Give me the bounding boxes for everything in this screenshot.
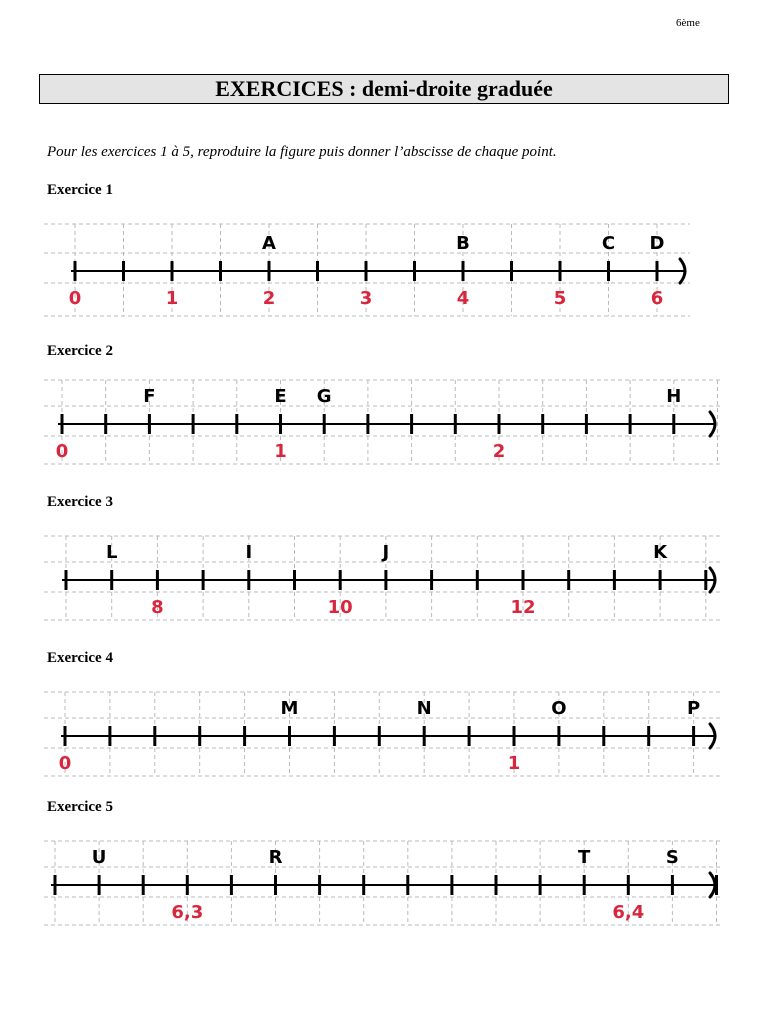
point-label: I — [245, 542, 253, 563]
point-label: M — [280, 698, 299, 719]
graduation-label: 10 — [327, 597, 353, 618]
exercise-3-number-line — [0, 532, 768, 628]
grid — [44, 692, 720, 776]
point-label: S — [665, 847, 679, 868]
graduation-label: 1 — [274, 441, 287, 462]
graduation-label: 6,4 — [612, 902, 645, 923]
point-label: U — [91, 847, 107, 868]
graduation-label: 8 — [151, 597, 164, 618]
point-label: C — [601, 233, 616, 254]
exercise-1-number-line — [0, 220, 768, 324]
graduation-label: 2 — [492, 441, 506, 462]
exercise-4-label: Exercice 4 — [47, 650, 113, 666]
instructions: Pour les exercices 1 à 5, reproduire la figure puis donner l’abscisse de chaque point. — [47, 144, 557, 160]
point-label: K — [653, 542, 668, 563]
graduation-label: 1 — [165, 288, 179, 309]
point-label: D — [649, 233, 665, 254]
graduation-label: 6,3 — [171, 902, 204, 923]
class-level: 6ème — [676, 17, 700, 29]
point-label: G — [316, 386, 332, 407]
exercise-5-label: Exercice 5 — [47, 799, 113, 815]
graduation-label: 12 — [510, 597, 536, 618]
graduation-label: 6 — [650, 288, 664, 309]
exercise-3-label: Exercice 3 — [47, 494, 113, 510]
graduation-label: 2 — [262, 288, 276, 309]
page-title: EXERCICES : demi-droite graduée — [215, 76, 553, 101]
point-label: F — [143, 386, 156, 407]
point-label: P — [686, 698, 701, 719]
point-label: J — [382, 542, 390, 563]
point-label: R — [268, 847, 283, 868]
exercise-4-number-line — [0, 688, 768, 784]
graduation-label: 1 — [507, 753, 521, 774]
exercise-1-label: Exercice 1 — [47, 182, 113, 198]
exercise-2-label: Exercice 2 — [47, 343, 113, 359]
point-label: E — [274, 386, 287, 407]
point-label: O — [551, 698, 567, 719]
graduation-label: 4 — [456, 288, 470, 309]
exercise-2-number-line — [0, 376, 768, 472]
point-label: B — [456, 233, 470, 254]
exercise-5-number-line — [0, 837, 768, 933]
title-box — [39, 74, 729, 104]
point-label: A — [262, 233, 276, 254]
point-label: L — [105, 542, 118, 563]
point-label: H — [666, 386, 682, 407]
graduation-label: 0 — [58, 753, 72, 774]
graduation-label: 5 — [553, 288, 567, 309]
graduation-label: 0 — [68, 288, 82, 309]
point-label: T — [578, 847, 591, 868]
graduation-label: 0 — [55, 441, 69, 462]
graduation-label: 3 — [359, 288, 373, 309]
point-label: N — [416, 698, 432, 719]
